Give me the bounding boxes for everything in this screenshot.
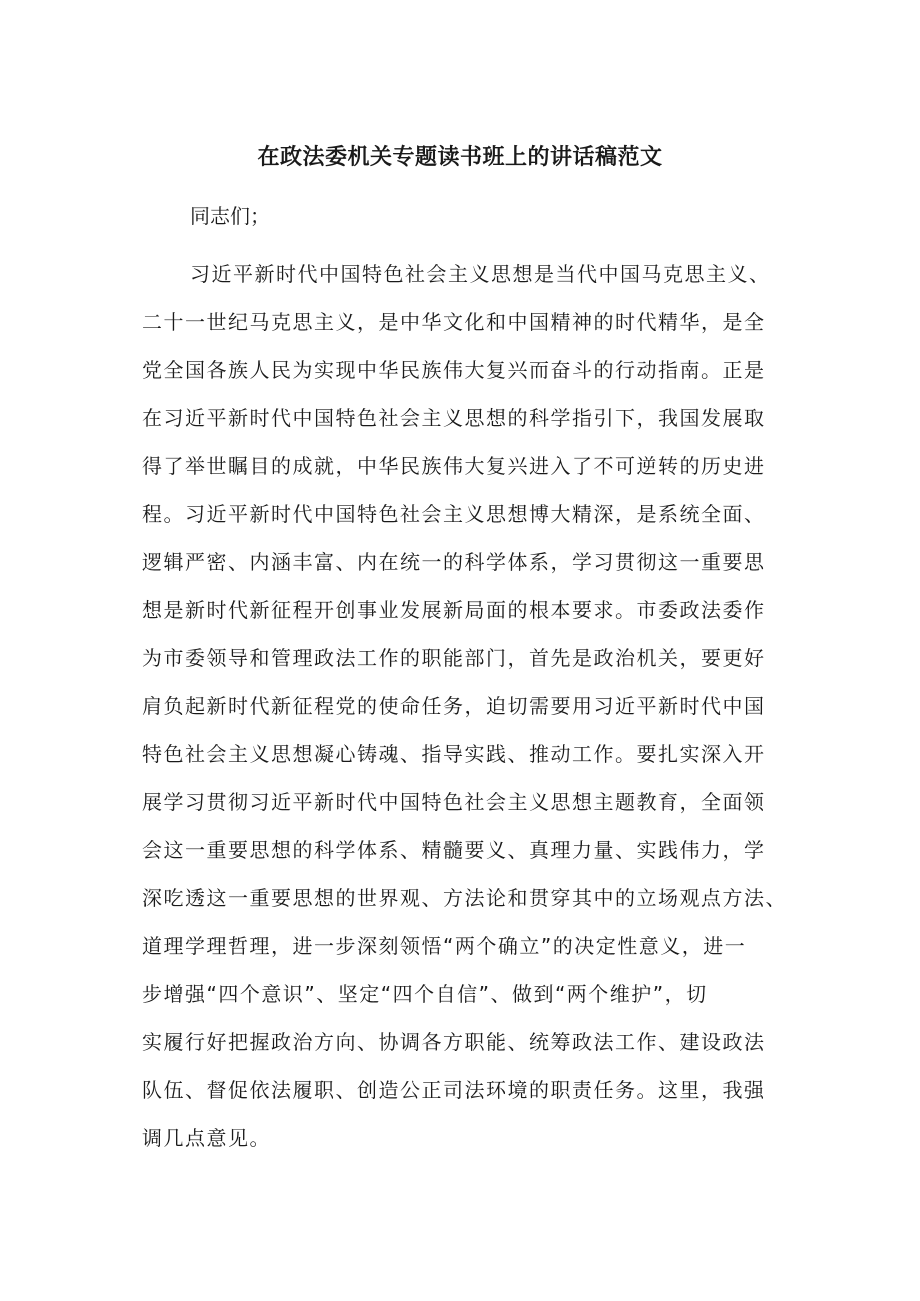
paragraph-line: 逻辑严密、内涵丰富、内在统一的科学体系，学习贯彻这一重要思 [142, 550, 766, 574]
paragraph-line: 实履行好把握政治方向、协调各方职能、统筹政法工作、建设政法 [142, 1030, 766, 1054]
paragraph-line: 程。习近平新时代中国特色社会主义思想博大精深，是系统全面、 [142, 502, 766, 526]
paragraph-line: 二十一世纪马克思主义，是中华文化和中国精神的时代精华，是全 [142, 310, 766, 334]
body-paragraph [142, 250, 787, 1162]
paragraph-line: 得了举世瞩目的成就，中华民族伟大复兴进入了不可逆转的历史进 [142, 454, 766, 478]
paragraph-line: 调几点意见。 [142, 1126, 271, 1150]
paragraph-line: 展学习贯彻习近平新时代中国特色社会主义思想主题教育，全面领 [142, 790, 766, 814]
paragraph-line: 在习近平新时代中国特色社会主义思想的科学指引下，我国发展取 [142, 406, 766, 430]
paragraph-line: 为市委领导和管理政法工作的职能部门，首先是政治机关，要更好 [142, 646, 766, 670]
paragraph-line: 特色社会主义思想凝心铸魂、指导实践、推动工作。要扎实深入开 [142, 742, 766, 766]
salutation: 同志们； [190, 204, 270, 228]
paragraph-line: 道理学理哲理，进一步深刻领悟“两个确立”的决定性意义，进一 [142, 934, 747, 958]
paragraph-line: 党全国各族人民为实现中华民族伟大复兴而奋斗的行动指南。正是 [142, 358, 766, 382]
paragraph-line: 想是新时代新征程开创事业发展新局面的根本要求。市委政法委作 [142, 598, 766, 622]
document-title: 在政法委机关专题读书班上的讲话稿范文 [257, 145, 663, 170]
paragraph-line: 习近平新时代中国特色社会主义思想是当代中国马克思主义、 [190, 262, 771, 286]
paragraph-line: 步增强“四个意识”、坚定“四个自信”、做到“两个维护”，切 [142, 982, 708, 1006]
paragraph-line: 深吃透这一重要思想的世界观、方法论和贯穿其中的立场观点方法、 [142, 886, 787, 910]
paragraph-line: 肩负起新时代新征程党的使命任务，迫切需要用习近平新时代中国 [142, 694, 766, 718]
paragraph-line: 队伍、督促依法履职、创造公正司法环境的职责任务。这里，我强 [142, 1078, 766, 1102]
paragraph-line: 会这一重要思想的科学体系、精髓要义、真理力量、实践伟力，学 [142, 838, 766, 862]
